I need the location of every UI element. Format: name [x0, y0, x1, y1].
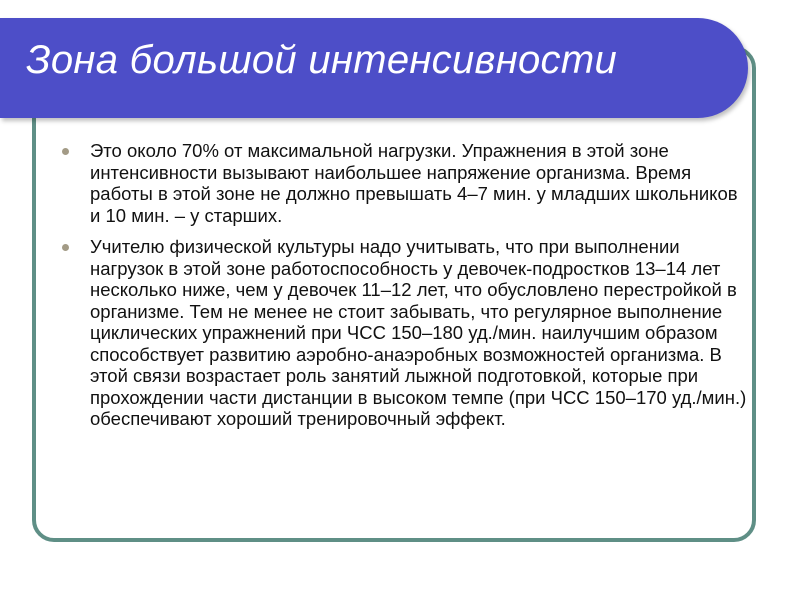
round-bullet-icon	[62, 244, 69, 251]
bullet-text: Учителю физической культуры надо учитывать, что при выполнении нагрузок в этой зоне работоспособность у девочек-подростков 13–14 лет несколько ниже, чем у девочек 11–12 лет, что обусловлено перестройкой в организме. Тем не менее не стоит забывать, что регулярное выполнение циклических упражнений при ЧСС 150–180 уд./мин. наилучшим образом способствует развитию аэробно-анаэробных возможностей организма. В этой связи возрастает роль занятий лыжной подготовкой, которые при прохождении части дистанции в высоком темпе (при ЧСС 150–170 уд./мин.) обеспечивают хороший тренировочный эффект.	[90, 236, 747, 429]
bullet-text: Это около 70% от максимальной нагрузки. Упражнения в этой зоне интенсивности вызывают наибольшее напряжение организма. Время работы в этой зоне не должно превышать 4–7 мин. у младших школьников и 10 мин. – у старших.	[90, 140, 738, 226]
round-bullet-icon	[62, 148, 69, 155]
bullet-item	[60, 140, 750, 226]
slide-title: Зона большой интенсивности	[26, 38, 618, 82]
bullet-item	[60, 236, 750, 430]
bullet-list	[60, 140, 750, 440]
